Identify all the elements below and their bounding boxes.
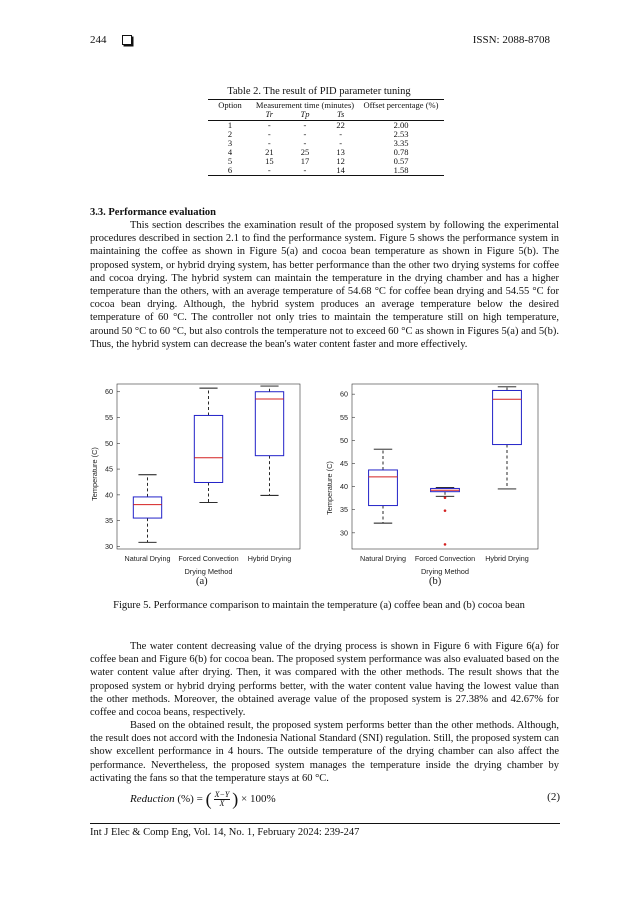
y-tick-label: 45 [105,464,113,474]
equation-number: (2) [547,791,560,803]
cell-option: 3 [227,138,233,148]
y-tick-label: 35 [105,516,113,526]
cell-tp: - [303,129,307,139]
paragraph-2: The water content decreasing value of the drying process is shown in Figure 6 with Figure 6(a) for coffee bean and Figure 6(b) for cocoa bean. The proposed system performance was also evaluated based on the water content value after drying. Then, it was compared with the other methods. The result shows that the proposed system or hybrid drying performs better, with the water content value having the lowest value than the other methods. Moreover, the obtained average value of the proposed system is 27.38% and 42.67% for coffee and cocoa beans, respectively. [90,641,559,719]
cell-tr: - [267,138,271,148]
y-tick-label: 50 [340,435,348,445]
cell-ts: - [339,138,343,148]
th-tp: Tp [287,110,324,121]
cell-tr: - [252,166,287,176]
issn-label: ISSN: 2088-8708 [472,34,550,46]
outlier-point [444,496,447,499]
th-ts: Ts [323,110,358,121]
figure-caption: Figure 5. Performance comparison to maintain the temperature (a) coffee bean and (b) cocoa bean [113,600,525,611]
cell-ts: - [339,129,343,139]
table-row [208,139,444,148]
x-tick-label: Natural Drying [124,554,171,563]
table-row [208,121,444,131]
table-row [208,157,444,166]
th-tr: Tr [252,110,287,121]
cell-offset: 0.57 [393,156,409,166]
plot-frame [352,384,538,549]
cell-offset: 2.00 [393,120,409,130]
cell-tp: - [303,138,307,148]
x-tick-label: Hybrid Drying [247,554,292,563]
y-tick-label: 55 [105,413,113,423]
cell-ts: 12 [336,156,345,166]
cell-offset: 3.35 [393,138,409,148]
table-row [208,130,444,139]
cell-tp: - [303,120,307,130]
equation-rhs: × 100% [238,793,276,806]
cell-ts: 22 [336,120,345,130]
y-tick-label: 50 [105,438,113,448]
cell-tr: - [267,120,271,130]
cell-option: 1 [227,120,233,130]
cell-tp: 25 [300,147,310,157]
section-heading: 3.3. Performance evaluation [90,207,216,218]
y-tick-label: 60 [340,389,348,399]
footer-rule [90,823,560,824]
cell-offset: 1.58 [358,166,444,176]
table-row [208,148,444,157]
equation-fraction [214,791,231,808]
th-offset: Offset percentage (%) [358,100,444,111]
cell-ts: 14 [323,166,358,176]
y-axis-label: Temperature (C) [325,461,334,515]
chart-cocoa [325,384,538,576]
x-axis-label: Drying Method [184,567,233,576]
page-number: 244 [90,34,107,46]
cell-offset: 2.53 [393,129,409,139]
cell-tr: 15 [265,156,274,166]
y-tick-label: 45 [340,458,348,468]
equation-numerator: X−Y [214,790,230,799]
outlier-point [444,543,447,546]
cell-option: 4 [227,147,233,157]
figure-label-b: (b) [429,576,442,587]
cell-tp: - [287,166,324,176]
table-row [208,166,444,176]
pid-table [208,99,444,176]
y-tick-label: 40 [105,490,113,500]
figure-label-a: (a) [196,576,208,587]
cell-offset: 0.78 [393,147,409,157]
cell-option: 6 [208,166,252,176]
y-tick-label: 30 [105,541,113,551]
equation-denominator: X [219,799,225,808]
x-tick-label: Hybrid Drying [485,554,529,563]
x-tick-label: Forced Convection [178,554,239,563]
cell-tr: - [267,129,271,139]
square-icon [122,35,132,45]
outlier-point [444,509,447,512]
y-tick-label: 60 [105,387,113,397]
y-tick-label: 55 [340,412,348,422]
table-body [208,121,444,176]
figure-5 [92,378,552,598]
paragraph-1: This section describes the examination result of the proposed system by following the experimental procedures described in section 2.1 to find the performance system. Figure 5 shows the performance system in maintaining the coffee as shown in Figure 5(a) and cocoa bean temperature as shown in Figure 5(b). The proposed system, or hybrid drying system, has better performance than the other two drying systems for coffee and cocoa drying. The hybrid system can maintain the temperature in the drying chamber and has a higher temperature than the others, with an average temperature of 54.68 °C for coffee bean drying and 54.55 °C for cocoa bean drying. Although, the hybrid system produces an average temperature below the desired temperature of 60 °C. The controller not only tries to maintain the temperature still on high temperature, around 50 °C to 60 °C, but also controls the temperature not to exceed 60 °C as shown in Figures 5(a) and 5(b). Thus, the hybrid system can decrease the bean's water content faster and more effectively. [90,220,559,350]
cell-tr: 21 [265,147,274,157]
chart-coffee [90,384,300,576]
cell-option: 5 [227,156,233,166]
equation: Reduction (%) = ( $\frac{X-Y}{X}$ ) × 100% [130,789,276,809]
y-axis-label: Temperature (C) [90,447,99,501]
x-tick-label: Natural Drying [360,554,406,563]
x-tick-label: Forced Convection [414,554,476,563]
x-axis-label: Drying Method [420,567,470,576]
table-caption: Table 2. The result of PID parameter tuning [227,86,411,97]
y-tick-label: 40 [340,482,348,492]
th-option: Option [208,100,252,111]
cell-option: 2 [227,129,233,139]
equation-lhs: Reduction [130,793,175,806]
equation-unit: (%) = [174,793,206,806]
y-tick-label: 30 [340,528,348,538]
cell-tp: 17 [300,156,310,166]
th-measurement: Measurement time (minutes) [252,100,358,111]
paragraph-3: Based on the obtained result, the proposed system performs better than the other methods. Although, the result does not accord with the Indonesia National Standard (SNI) regulation. Still, the proposed system can show excellent performance in 4 hours. The outside temperature of the drying chamber can also affect the performance. Nevertheless, the proposed system manages the temperature inside the drying chamber by activating the fans so that the temperature stays at 60 °C. [90,720,559,784]
footer-journal: Int J Elec & Comp Eng, Vol. 14, No. 1, February 2024: 239-247 [90,827,360,838]
cell-ts: 13 [336,147,345,157]
y-tick-label: 35 [340,505,348,515]
